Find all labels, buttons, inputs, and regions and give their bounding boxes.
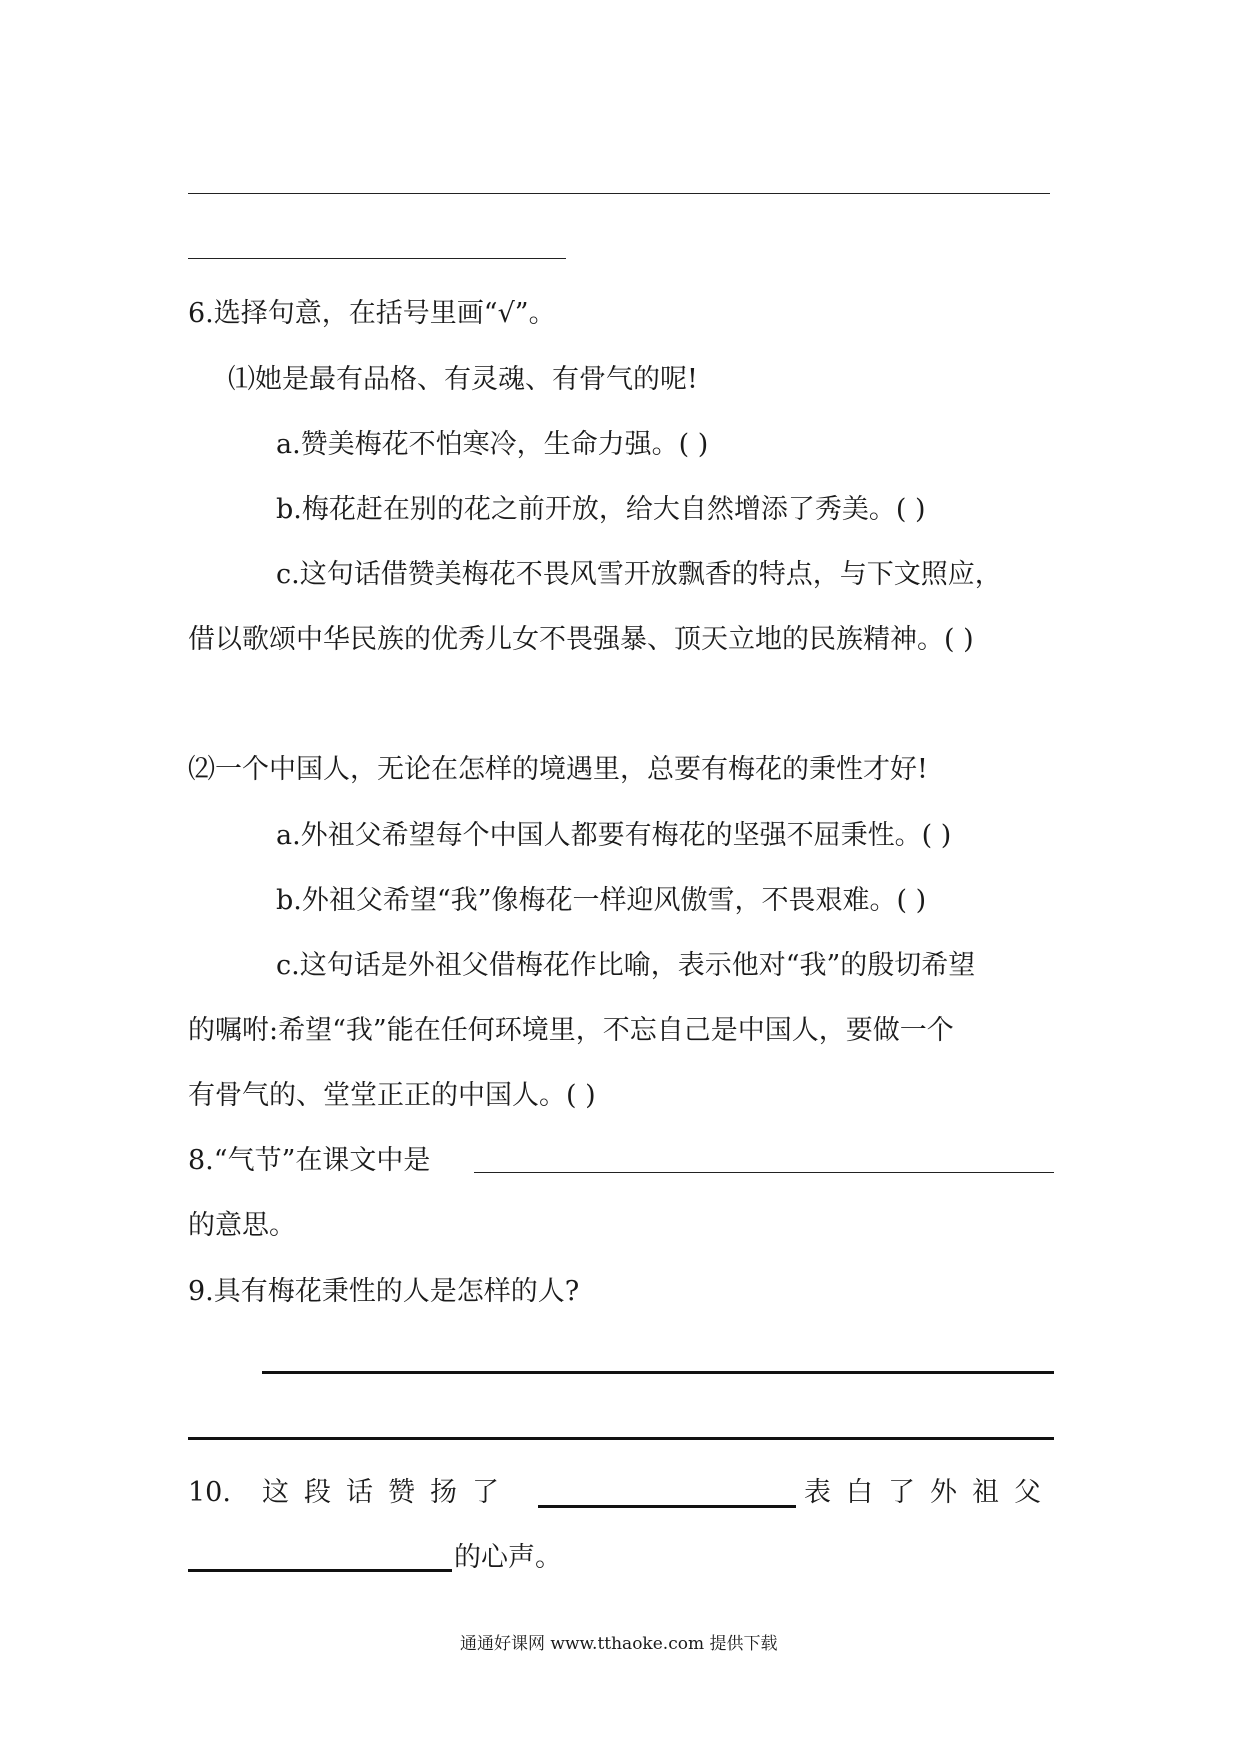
q6-part2-option-b: b.外祖父希望“我”像梅花一样迎风傲雪，不畏艰难。( ) [276, 885, 927, 916]
q9-question: 9.具有梅花秉性的人是怎样的人? [188, 1276, 580, 1307]
q9-answer-line-2[interactable] [188, 1437, 1054, 1440]
q8-suffix: 的意思。 [188, 1210, 296, 1241]
q6-part1-option-c-line2: 借以歌颂中华民族的优秀儿女不畏强暴、顶天立地的民族精神。( ) [188, 624, 974, 655]
q10-answer-blank-2[interactable] [188, 1569, 452, 1572]
q6-title: 6.选择句意，在括号里画“√”。 [188, 298, 556, 329]
q10-answer-blank-1[interactable] [538, 1505, 796, 1508]
q10-suffix: 的心声。 [454, 1542, 562, 1573]
q6-part2-option-c-line3: 有骨气的、堂堂正正的中国人。( ) [188, 1080, 596, 1111]
page-footer: 通通好课网 www.tthaoke.com 提供下载 [460, 1634, 778, 1654]
answer-line-2[interactable] [188, 258, 566, 259]
q10-text-part1: 这段话赞扬了 [262, 1477, 514, 1508]
q6-part2-option-c-line1: c.这句话是外祖父借梅花作比喻，表示他对“我”的殷切希望 [276, 950, 976, 981]
q6-part1-option-c-line1: c.这句话借赞美梅花不畏风雪开放飘香的特点，与下文照应， [276, 559, 1002, 590]
q6-part2-prompt: ⑵一个中国人，无论在怎样的境遇里，总要有梅花的秉性才好! [188, 754, 928, 785]
q6-part1-option-a: a.赞美梅花不怕寒冷，生命力强。( ) [276, 429, 709, 460]
q10-number: 10. [188, 1477, 231, 1508]
q6-part2-option-a: a.外祖父希望每个中国人都要有梅花的坚强不屈秉性。( ) [276, 820, 952, 851]
q6-part2-option-c-line2: 的嘱咐:希望“我”能在任何环境里，不忘自己是中国人，要做一个 [188, 1015, 954, 1046]
answer-line-1[interactable] [188, 193, 1050, 194]
q9-answer-line-1[interactable] [262, 1371, 1054, 1374]
q6-part1-option-b: b.梅花赶在别的花之前开放，给大自然增添了秀美。( ) [276, 494, 926, 525]
q8-prefix: 8.“气节”在课文中是 [188, 1145, 431, 1176]
q10-text-part2: 表白了外祖父 [804, 1477, 1056, 1508]
q8-answer-blank[interactable] [474, 1172, 1054, 1173]
q6-part1-prompt: ⑴她是最有品格、有灵魂、有骨气的呢! [228, 364, 698, 395]
